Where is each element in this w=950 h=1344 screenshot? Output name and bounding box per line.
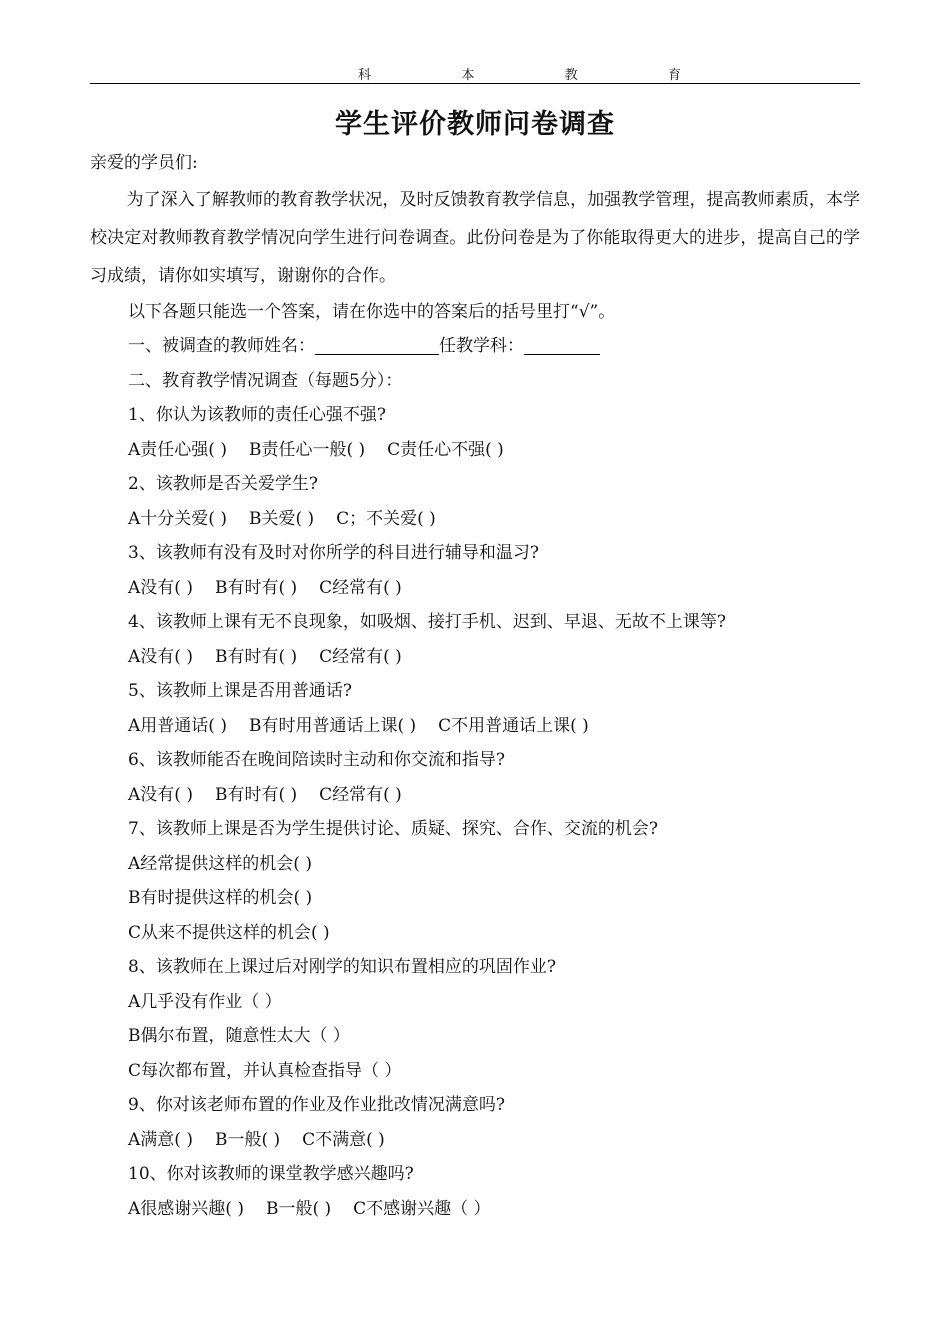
answer-option[interactable]: B责任心一般( ) (248, 439, 366, 460)
answer-option[interactable]: A责任心强( ) (128, 439, 227, 460)
answer-option[interactable]: C不用普通话上课( ) (438, 715, 589, 736)
subject-field[interactable] (524, 334, 600, 355)
question-text: 2、该教师是否关爱学生? (128, 474, 318, 494)
answer-option[interactable]: A经常提供这样的机会( ) (128, 853, 312, 874)
header-char: 育 (667, 68, 682, 83)
question-list (90, 398, 860, 1226)
question-text: 1、你认为该教师的责任心强不强? (128, 405, 386, 425)
document-body (90, 146, 860, 1226)
answer-option[interactable]: B有时有( ) (214, 784, 298, 805)
answer-option[interactable]: A十分关爱( ) (128, 508, 227, 529)
question-text: 6、该教师能否在晚间陪读时主动和你交流和指导? (128, 750, 505, 770)
subject-label: 任教学科： (439, 336, 524, 356)
answer-option[interactable]: A没有( ) (128, 784, 193, 805)
answer-option[interactable]: C不感谢兴趣（ ） (353, 1198, 491, 1219)
question-text: 8、该教师在上课过后对刚学的知识布置相应的巩固作业? (128, 957, 556, 977)
answer-option[interactable]: C每次都布置，并认真检查指导（ ） (128, 1060, 402, 1081)
instruction: 以下各题只能选一个答案，请在你选中的答案后的括号里打“√”。 (128, 301, 616, 322)
answer-options-row (90, 502, 860, 537)
teacher-name-field[interactable] (315, 334, 439, 355)
question-text: 4、该教师上课有无不良现象，如吸烟、接打手机、迟到、早退、无故不上课等? (128, 612, 726, 632)
header-char: 科 (358, 68, 373, 83)
teacher-info-row (90, 329, 860, 364)
answer-option[interactable]: C不满意( ) (302, 1129, 385, 1150)
answer-option[interactable]: B有时有( ) (214, 577, 298, 598)
header-char: 本 (461, 68, 476, 83)
answer-option[interactable]: B一般( ) (214, 1129, 281, 1150)
header-char: 教 (564, 68, 579, 83)
answer-options-row (90, 433, 860, 468)
greeting: 亲爱的学员们: (90, 153, 198, 173)
answer-options-row (90, 778, 860, 813)
answer-option[interactable]: A没有( ) (128, 577, 193, 598)
answer-option[interactable]: B一般( ) (265, 1198, 332, 1219)
intro-paragraph: 为了深入了解教师的教育教学状况，及时反馈教育教学信息，加强教学管理，提高教师素质，本学校决定对教师教育教学情况向学生进行问卷调查。此份问卷是为了你能取得更大的进步，提高自己的学习成绩，请你如实填写，谢谢你的合作。 (90, 189, 860, 286)
answer-options-row (90, 640, 860, 675)
answer-option[interactable]: A满意( ) (128, 1129, 193, 1150)
answer-option[interactable]: C经常有( ) (319, 784, 402, 805)
teacher-name-label: 一、被调查的教师姓名： (128, 336, 315, 356)
answer-option[interactable]: B关爱( ) (248, 508, 315, 529)
question-text: 5、该教师上课是否用普通话? (128, 681, 352, 701)
answer-option[interactable]: B有时用普通话上课( ) (248, 715, 417, 736)
answer-option[interactable]: A很感谢兴趣( ) (128, 1198, 244, 1219)
answer-option[interactable]: C从来不提供这样的机会( ) (128, 922, 330, 943)
answer-option[interactable]: C经常有( ) (319, 577, 402, 598)
answer-options-row (90, 571, 860, 606)
answer-options-row (90, 1192, 860, 1227)
answer-option[interactable]: A没有( ) (128, 646, 193, 667)
answer-option[interactable]: B偶尔布置，随意性太大（ ） (128, 1026, 350, 1046)
question-text: 3、该教师有没有及时对你所学的科目进行辅导和温习? (128, 543, 539, 563)
page-title: 学生评价教师问卷调查 (335, 109, 615, 140)
answer-option[interactable]: C责任心不强( ) (387, 439, 504, 460)
answer-option[interactable]: C；不关爱( ) (336, 508, 436, 529)
answer-options-row (90, 709, 860, 744)
answer-option[interactable]: B有时有( ) (214, 646, 298, 667)
question-text: 9、你对该老师布置的作业及作业批改情况满意吗? (128, 1095, 505, 1115)
answer-options-row (90, 1123, 860, 1158)
answer-option[interactable]: A用普通话( ) (128, 715, 227, 736)
answer-option[interactable]: A几乎没有作业（ ） (128, 991, 282, 1012)
question-text: 7、该教师上课是否为学生提供讨论、质疑、探究、合作、交流的机会? (128, 819, 658, 839)
question-text: 10、你对该教师的课堂教学感兴趣吗? (128, 1164, 414, 1184)
section-two-heading: 二、教育教学情况调查（每题5分）： (128, 370, 403, 391)
answer-option[interactable]: B有时提供这样的机会( ) (128, 888, 313, 908)
answer-option[interactable]: C经常有( ) (319, 646, 402, 667)
header-divider (90, 83, 860, 84)
